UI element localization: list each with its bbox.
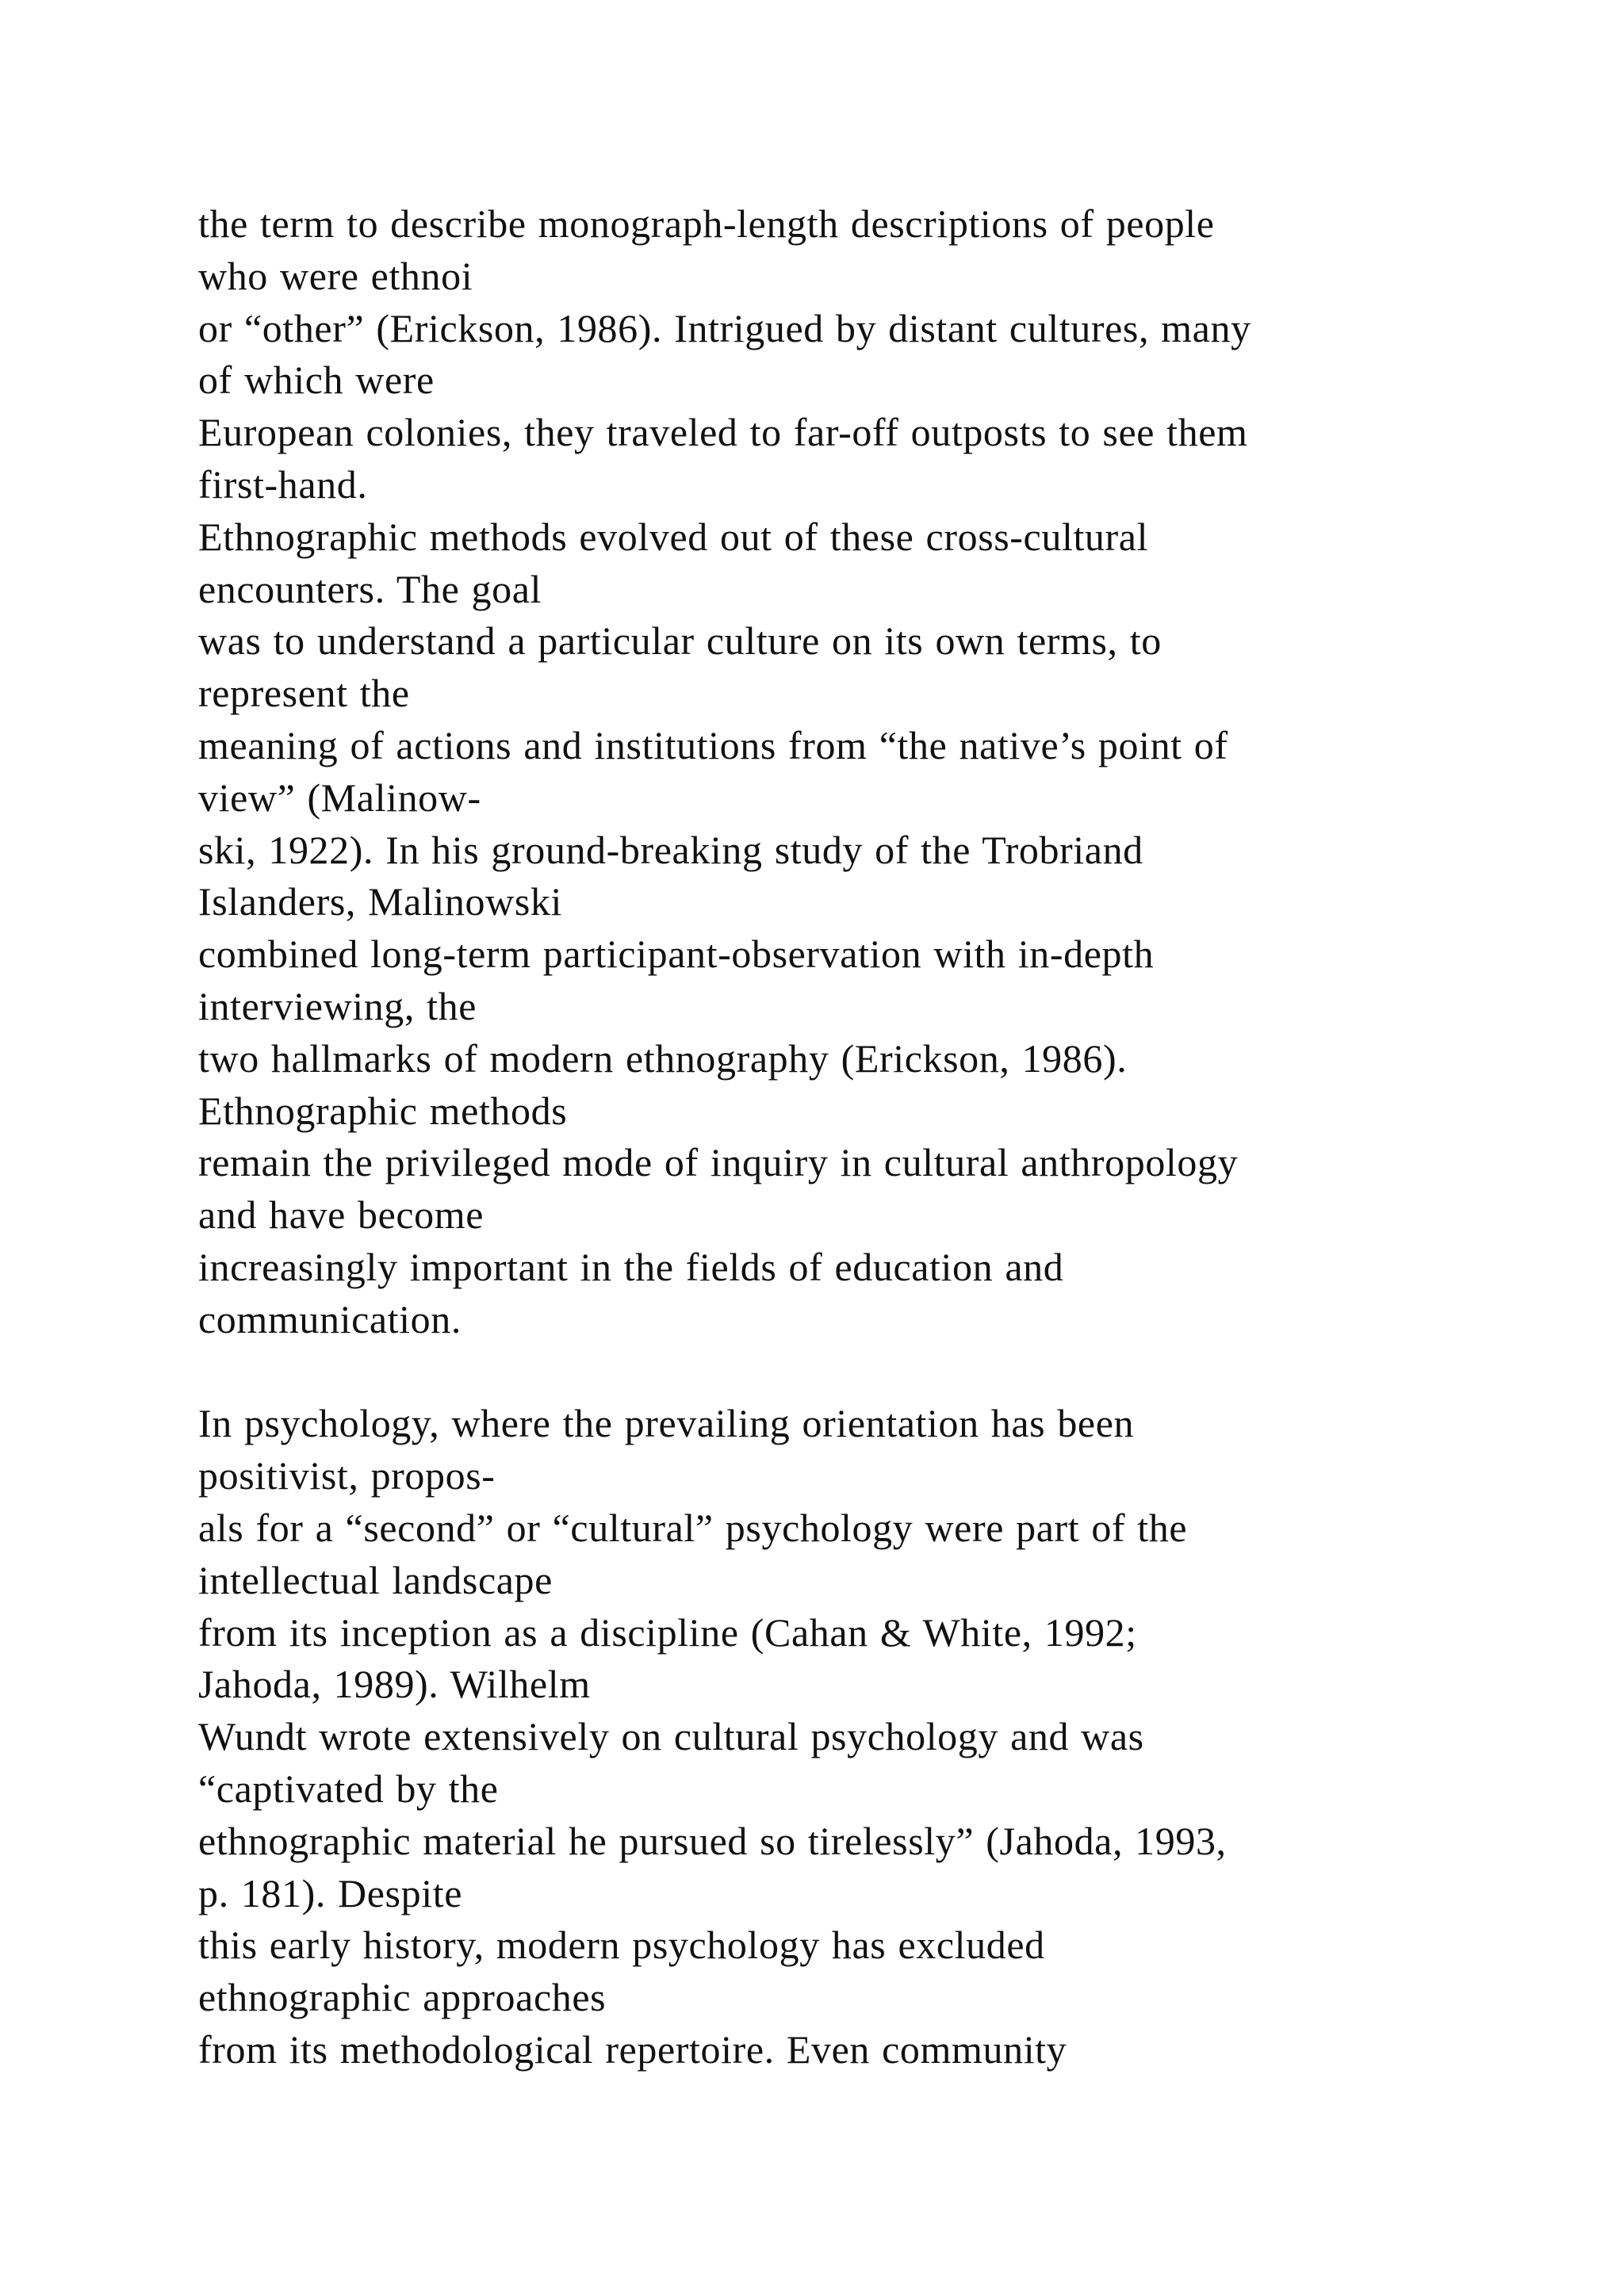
text-line: encounters. The goal xyxy=(198,566,542,611)
text-line: Wundt wrote extensively on cultural psychology and was xyxy=(198,1714,1144,1759)
text-line: remain the privileged mode of inquiry in cultural anthropology xyxy=(198,1140,1239,1185)
text-line: meaning of actions and institutions from “the native’s point of xyxy=(198,722,1228,767)
paragraph-1 xyxy=(198,198,1435,1346)
text-line: represent the xyxy=(198,671,410,716)
text-line: was to understand a particular culture on its own terms, to xyxy=(198,618,1162,664)
text-line: who were ethnoi xyxy=(198,253,473,298)
text-line: Islanders, Malinowski xyxy=(198,879,562,924)
text-line: Jahoda, 1989). Wilhelm xyxy=(198,1662,591,1707)
text-line: from its methodological repertoire. Even community xyxy=(198,2026,1067,2072)
text-line: two hallmarks of modern ethnography (Erickson, 1986). xyxy=(198,1035,1128,1081)
text-line: view” (Malinow- xyxy=(198,775,481,820)
text-line: ethnographic approaches xyxy=(198,1975,607,2020)
text-line: als for a “second” or “cultural” psychology were part of the xyxy=(198,1505,1188,1550)
text-line: interviewing, the xyxy=(198,983,477,1028)
text-line: first-hand. xyxy=(198,461,368,507)
paragraph-2 xyxy=(198,1398,1435,2076)
text-line: or “other” (Erickson, 1986). Intrigued by distant cultures, many xyxy=(198,305,1251,350)
text-line: from its inception as a discipline (Cahan & White, 1992; xyxy=(198,1609,1137,1655)
text-line: positivist, propos- xyxy=(198,1453,496,1498)
text-line: intellectual landscape xyxy=(198,1557,553,1602)
text-line: In psychology, where the prevailing orientation has been xyxy=(198,1401,1135,1446)
text-line: European colonies, they traveled to far-off outposts to see them xyxy=(198,410,1248,455)
document-body xyxy=(198,198,1435,2076)
text-line: communication. xyxy=(198,1296,462,1341)
text-line: ethnographic material he pursued so tirelessly” (Jahoda, 1993, xyxy=(198,1818,1227,1863)
text-line: Ethnographic methods evolved out of these cross-cultural xyxy=(198,514,1149,559)
text-line: and have become xyxy=(198,1192,485,1238)
text-line: “captivated by the xyxy=(198,1766,499,1811)
text-line: combined long-term participant-observation with in-depth xyxy=(198,932,1155,977)
text-line: ski, 1922). In his ground-breaking study of the Trobriand xyxy=(198,827,1143,872)
text-line: increasingly important in the fields of education and xyxy=(198,1244,1064,1289)
text-line: p. 181). Despite xyxy=(198,1870,462,1915)
text-line: the term to describe monograph-length descriptions of people xyxy=(198,201,1215,246)
paragraph-break xyxy=(198,1346,1435,1399)
text-line: this early history, modern psychology has excluded xyxy=(198,1923,1045,1968)
text-line: of which were xyxy=(198,358,435,403)
text-line: Ethnographic methods xyxy=(198,1088,568,1133)
